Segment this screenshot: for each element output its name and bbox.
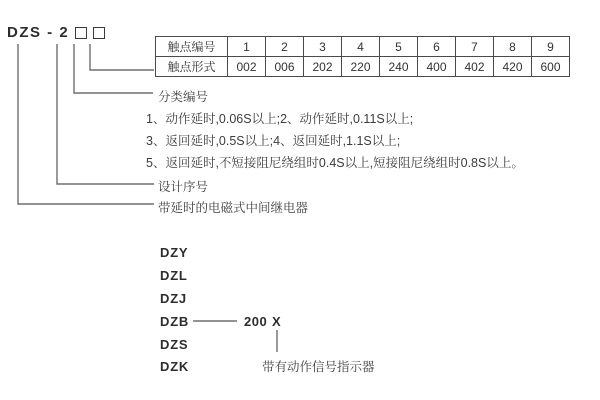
contact-number-cell: 8 bbox=[494, 37, 532, 57]
related-model-dzk: DZK bbox=[160, 359, 190, 374]
row-header-contact-number: 触点编号 bbox=[156, 37, 228, 57]
related-model-dzl: DZL bbox=[160, 268, 188, 283]
related-model-dzs: DZS bbox=[160, 337, 189, 352]
contact-number-cell: 5 bbox=[380, 37, 418, 57]
leader-classification bbox=[74, 44, 153, 93]
model-code-text: DZS - 2 bbox=[7, 24, 70, 41]
related-model-dzy: DZY bbox=[160, 245, 189, 260]
classification-note-1: 1、动作延时,0.06S以上;2、动作延时,0.11S以上; bbox=[146, 112, 414, 126]
leader-relay-type bbox=[18, 44, 154, 204]
classification-label: 分类编号 bbox=[158, 90, 209, 104]
related-model-dzb: DZB bbox=[160, 314, 190, 329]
contact-form-cell: 400 bbox=[418, 57, 456, 77]
leader-contact-form bbox=[90, 44, 154, 70]
related-model-dzj: DZJ bbox=[160, 291, 187, 306]
model-placeholder-box-2 bbox=[93, 27, 105, 39]
model-placeholder-box-1 bbox=[75, 27, 87, 39]
contact-number-cell: 4 bbox=[342, 37, 380, 57]
contact-number-cell: 1 bbox=[228, 37, 266, 57]
contact-form-cell: 240 bbox=[380, 57, 418, 77]
classification-note-2: 3、返回延时,0.5S以上;4、返回延时,1.1S以上; bbox=[146, 134, 401, 148]
table-row-contact-form bbox=[156, 57, 570, 77]
dzb-suffix-number: 200 bbox=[244, 314, 268, 329]
contact-form-cell: 600 bbox=[532, 57, 570, 77]
relay-type-label: 带延时的电磁式中间继电器 bbox=[158, 201, 309, 215]
contact-form-cell: 402 bbox=[456, 57, 494, 77]
variant-note: 带有动作信号指示器 bbox=[262, 360, 375, 374]
contact-form-cell: 002 bbox=[228, 57, 266, 77]
contact-number-cell: 7 bbox=[456, 37, 494, 57]
contact-number-cell: 9 bbox=[532, 37, 570, 57]
contact-form-cell: 220 bbox=[342, 57, 380, 77]
leader-design-serial bbox=[57, 44, 154, 184]
table-row-contact-number bbox=[156, 37, 570, 57]
model-code bbox=[7, 24, 105, 41]
contact-number-cell: 6 bbox=[418, 37, 456, 57]
design-serial-label: 设计序号 bbox=[158, 180, 209, 194]
classification-note-3: 5、返回延时,不短接阻尼绕组时0.4S以上,短接阻尼绕组时0.8S以上。 bbox=[146, 156, 524, 170]
contact-form-cell: 006 bbox=[266, 57, 304, 77]
contact-number-cell: 2 bbox=[266, 37, 304, 57]
dzb-suffix-variant: X bbox=[272, 314, 282, 329]
contact-number-cell: 3 bbox=[304, 37, 342, 57]
contact-form-table bbox=[155, 36, 570, 77]
contact-form-cell: 202 bbox=[304, 57, 342, 77]
row-header-contact-form: 触点形式 bbox=[156, 57, 228, 77]
contact-form-cell: 420 bbox=[494, 57, 532, 77]
